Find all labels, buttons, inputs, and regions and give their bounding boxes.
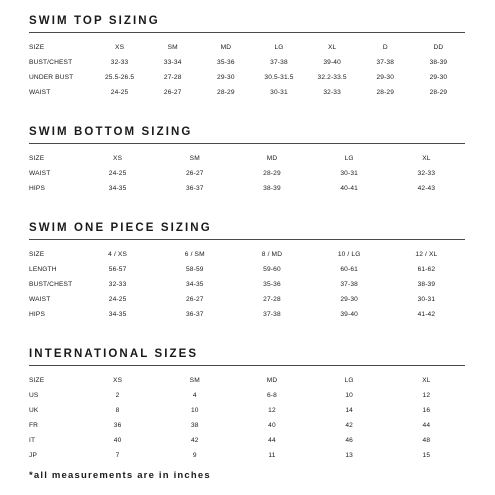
measurements-footnote: *all measurements are in inches — [29, 470, 211, 481]
table-cell: 10 — [345, 392, 353, 399]
table-cell: 61-62 — [417, 266, 436, 273]
table-cell: 15 — [422, 452, 431, 459]
section-title: SWIM ONE PIECE SIZING — [29, 222, 212, 234]
table-cell: 24-25 — [108, 296, 127, 303]
table-cell: 42-43 — [417, 185, 436, 192]
table-row — [29, 448, 465, 463]
row-label: UK — [29, 407, 39, 414]
table-cell: SM — [189, 377, 200, 384]
swim-bottom-sizing-section — [29, 125, 465, 196]
table-cell: 8 / MD — [261, 251, 283, 258]
table-cell: XS — [115, 44, 125, 51]
table-cell: 10 / LG — [337, 251, 361, 258]
table-cell: 8 — [115, 407, 120, 414]
table-cell: XS — [113, 377, 123, 384]
table-row — [29, 70, 465, 85]
table-cell: 7 — [115, 452, 120, 459]
table-cell: 28-29 — [429, 89, 448, 96]
table-cell: 11 — [268, 452, 276, 459]
table-cell: 34-35 — [108, 311, 127, 318]
table-cell: XL — [327, 44, 337, 51]
table-header-row — [29, 40, 465, 55]
table-row — [29, 85, 465, 100]
table-cell: 12 / XL — [415, 251, 438, 258]
table-cell: 29-30 — [376, 74, 395, 81]
table-cell: 30-31 — [340, 170, 358, 177]
row-label: WAIST — [29, 170, 51, 177]
section-divider — [29, 365, 465, 366]
table-cell: 10 — [190, 407, 199, 414]
table-cell: 60-61 — [340, 266, 358, 273]
table-cell: 29-30 — [340, 296, 358, 303]
section-divider — [29, 239, 465, 240]
table-row — [29, 433, 465, 448]
table-cell: 26-27 — [163, 89, 182, 96]
row-label: SIZE — [29, 44, 45, 51]
table-cell: 32-33 — [110, 59, 129, 66]
row-label: JP — [29, 452, 37, 459]
table-cell: 30-31 — [270, 89, 288, 96]
table-row — [29, 403, 465, 418]
table-cell: LG — [274, 44, 284, 51]
table-cell: SM — [189, 155, 200, 162]
row-label: BUST/CHEST — [29, 59, 73, 66]
table-cell: 37-38 — [263, 311, 281, 318]
table-cell: 29-30 — [217, 74, 235, 81]
table-cell: 29-30 — [429, 74, 448, 81]
table-cell: 26-27 — [185, 170, 204, 177]
table-cell: 34-35 — [185, 281, 204, 288]
international-sizes-table — [29, 373, 465, 463]
row-label: SIZE — [29, 155, 45, 162]
table-cell: 38-39 — [429, 59, 448, 66]
table-cell: 12 — [268, 407, 276, 414]
row-label: UNDER BUST — [29, 74, 74, 81]
row-label: LENGTH — [29, 266, 57, 273]
table-cell: 46 — [345, 437, 353, 444]
table-cell: 32-33 — [108, 281, 127, 288]
row-label: SIZE — [29, 251, 45, 258]
table-row — [29, 277, 465, 292]
table-row — [29, 292, 465, 307]
table-cell: SM — [167, 44, 178, 51]
section-divider — [29, 32, 465, 33]
table-cell: 32-33 — [417, 170, 436, 177]
table-cell: 28-29 — [376, 89, 395, 96]
table-header-row — [29, 151, 465, 166]
table-cell: 36 — [113, 422, 122, 429]
table-cell: 44 — [422, 422, 431, 429]
table-cell: 12 — [422, 392, 431, 399]
row-label: BUST/CHEST — [29, 281, 73, 288]
table-header-row — [29, 247, 465, 262]
table-cell: XL — [422, 377, 431, 384]
table-cell: 38 — [190, 422, 199, 429]
section-title: SWIM BOTTOM SIZING — [29, 126, 193, 138]
table-cell: 4 — [192, 392, 197, 399]
table-cell: 24-25 — [110, 89, 129, 96]
table-cell: 36-37 — [185, 311, 204, 318]
table-cell: 27-28 — [163, 74, 182, 81]
table-cell: 40-41 — [340, 185, 358, 192]
row-label: WAIST — [29, 296, 51, 303]
table-row — [29, 388, 465, 403]
table-cell: 42 — [190, 437, 199, 444]
table-cell: 6 / SM — [184, 251, 205, 258]
table-cell: 35-36 — [217, 59, 235, 66]
table-cell: MD — [266, 377, 278, 384]
table-cell: 30-31 — [417, 296, 436, 303]
table-cell: 48 — [422, 437, 431, 444]
table-cell: 38-39 — [417, 281, 436, 288]
table-cell: 37-38 — [340, 281, 358, 288]
row-label: HIPS — [29, 311, 45, 318]
table-cell: 14 — [345, 407, 353, 414]
row-label: WAIST — [29, 89, 51, 96]
table-cell: 9 — [192, 452, 197, 459]
table-cell: 4 / XS — [108, 251, 128, 258]
swim-bottom-sizing-table — [29, 151, 465, 196]
table-cell: 40 — [113, 437, 122, 444]
table-cell: 27-28 — [263, 296, 281, 303]
swim-top-sizing-table — [29, 40, 465, 100]
table-cell: 37-38 — [376, 59, 395, 66]
table-cell: 32-33 — [323, 89, 341, 96]
swim-top-sizing-section — [29, 14, 465, 100]
table-cell: 28-29 — [217, 89, 235, 96]
table-cell: LG — [344, 377, 354, 384]
table-cell: 33-34 — [163, 59, 182, 66]
table-row — [29, 181, 465, 196]
table-cell: 35-36 — [263, 281, 281, 288]
table-cell: XL — [422, 155, 431, 162]
table-cell: 40 — [268, 422, 276, 429]
table-cell: 32.2-33.5 — [317, 74, 347, 81]
table-cell: 44 — [268, 437, 276, 444]
table-cell: 34-35 — [108, 185, 127, 192]
table-cell: 24-25 — [108, 170, 127, 177]
table-row — [29, 307, 465, 322]
table-cell: MD — [266, 155, 278, 162]
table-row — [29, 55, 465, 70]
table-cell: MD — [220, 44, 232, 51]
table-cell: DD — [433, 44, 444, 51]
row-label: HIPS — [29, 185, 45, 192]
table-header-row — [29, 373, 465, 388]
table-cell: 13 — [345, 452, 353, 459]
international-sizes-section — [29, 347, 465, 463]
section-title: SWIM TOP SIZING — [29, 15, 160, 27]
row-label: FR — [29, 422, 39, 429]
table-cell: 26-27 — [185, 296, 204, 303]
row-label: SIZE — [29, 377, 45, 384]
table-row — [29, 166, 465, 181]
table-cell: 37-38 — [270, 59, 288, 66]
table-cell: 38-39 — [263, 185, 281, 192]
table-cell: 30.5-31.5 — [264, 74, 294, 81]
table-cell: 56-57 — [108, 266, 127, 273]
row-label: IT — [29, 437, 36, 444]
table-cell: 6-8 — [266, 392, 277, 399]
table-cell: D — [382, 44, 388, 51]
table-cell: 39-40 — [323, 59, 341, 66]
table-cell: XS — [113, 155, 123, 162]
table-cell: 16 — [422, 407, 431, 414]
table-cell: 36-37 — [185, 185, 204, 192]
swim-one-piece-sizing-section — [29, 221, 465, 322]
table-cell: LG — [344, 155, 354, 162]
table-row — [29, 418, 465, 433]
table-cell: 25.5-26.5 — [104, 74, 135, 81]
section-title: INTERNATIONAL SIZES — [29, 348, 199, 360]
table-cell: 39-40 — [340, 311, 358, 318]
table-cell: 59-60 — [263, 266, 281, 273]
row-label: US — [29, 392, 39, 399]
swim-one-piece-sizing-table — [29, 247, 465, 322]
table-cell: 42 — [345, 422, 353, 429]
table-cell: 58-59 — [185, 266, 204, 273]
table-cell: 28-29 — [263, 170, 281, 177]
table-cell: 41-42 — [417, 311, 436, 318]
table-cell: 2 — [115, 392, 120, 399]
table-row — [29, 262, 465, 277]
section-divider — [29, 143, 465, 144]
